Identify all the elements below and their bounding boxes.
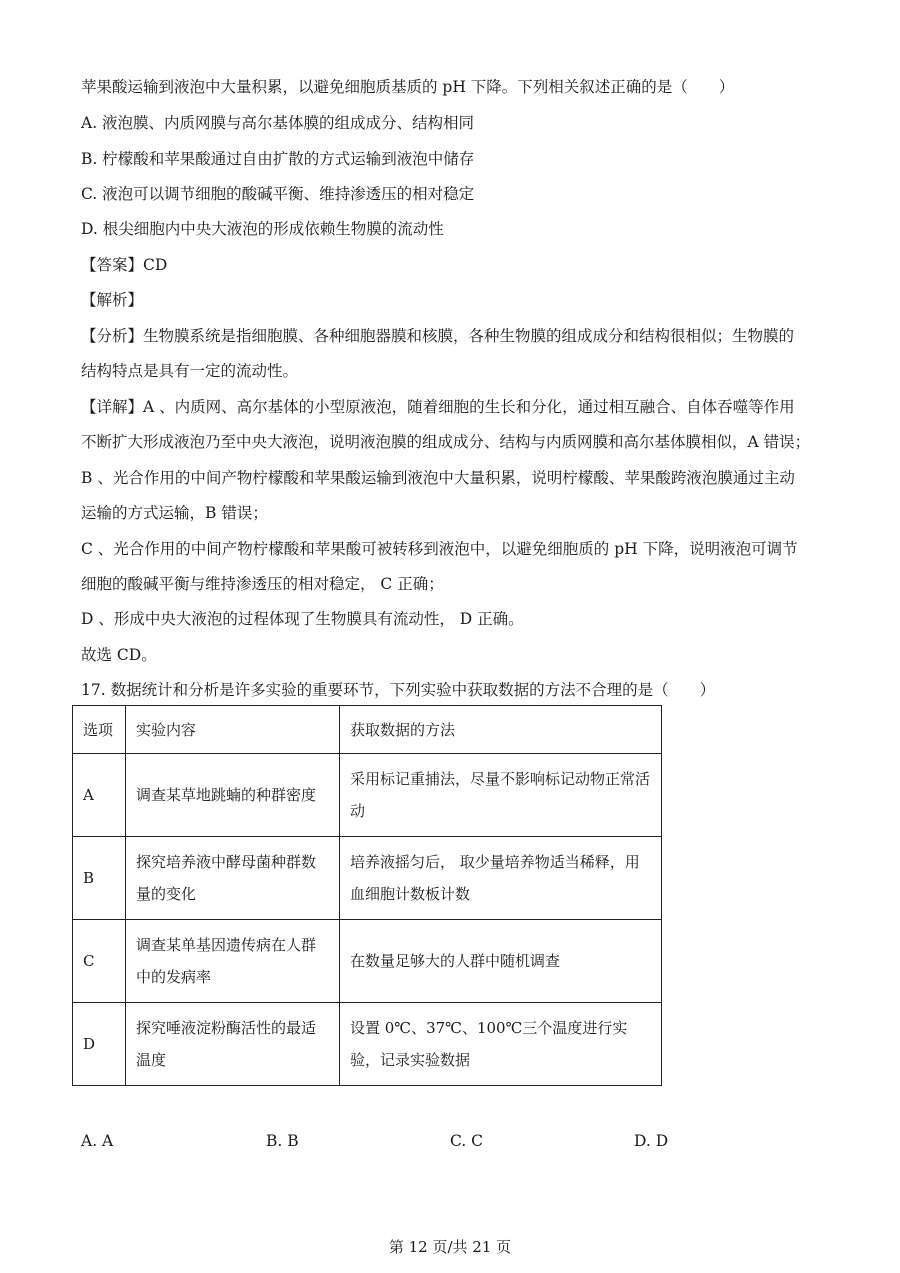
question-16-option-d: D. 根尖细胞内中央大液泡的形成依赖生物膜的流动性 [81,220,444,238]
analysis-heading: 【解析】 [81,291,144,309]
table-header-cell: 实验内容 [126,706,340,754]
analysis-detail-line-4: 运输的方式运输，B 错误； [81,504,268,522]
analysis-conclusion: 故选 CD。 [81,646,157,664]
answer-line: 【答案】CD [81,256,168,274]
question-17-stem: 17. 数据统计和分析是许多实验的重要环节，下列实验中获取数据的方法不合理的是（ ） [81,681,716,699]
page-footer: 第 12 页/共 21 页 [388,1238,512,1256]
table-header-cell: 选项 [73,706,126,754]
question-17-choice-d: D. D [634,1132,669,1150]
analysis-detail-line-2: 不断扩大形成液泡乃至中央大液泡，说明液泡膜的组成成分、结构与内质网膜和高尔基体膜相似，A 错误； [81,433,811,451]
table-cell-content: 调查某单基因遗传病在人群中的发病率 [126,920,340,1003]
question-16-option-b: B. 柠檬酸和苹果酸通过自由扩散的方式运输到液泡中储存 [81,150,475,168]
table-cell-method: 培养液摇匀后， 取少量培养物适当稀释，用血细胞计数板计数 [340,837,662,920]
table-header-row [73,706,662,754]
table-cell-option: A [73,754,126,837]
question-17-choice-a: A. A [81,1132,114,1150]
table-row [73,837,662,920]
table-cell-option: C [73,920,126,1003]
table-cell-option: D [73,1003,126,1086]
analysis-detail-line-1: 【详解】A 、内质网、高尔基体的小型原液泡，随着细胞的生长和分化，通过相互融合、自体吞噬等作用 [81,398,795,416]
table-cell-method: 在数量足够大的人群中随机调查 [340,920,662,1003]
table-cell-option: B [73,837,126,920]
table-cell-content: 探究培养液中酵母菌种群数量的变化 [126,837,340,920]
table-row [73,754,662,837]
analysis-detail-line-5: C 、光合作用的中间产物柠檬酸和苹果酸可被转移到液泡中，以避免细胞质的 pH 下降，说明液泡可调节 [81,540,798,558]
table-cell-method: 设置 0℃、37℃、100℃三个温度进行实验，记录实验数据 [340,1003,662,1086]
table-cell-content: 探究唾液淀粉酶活性的最适温度 [126,1003,340,1086]
table-row [73,1003,662,1086]
question-16-option-a: A. 液泡膜、内质网膜与高尔基体膜的组成成分、结构相同 [81,114,475,132]
analysis-fenxi-line-1: 【分析】生物膜系统是指细胞膜、各种细胞器膜和核膜，各种生物膜的组成成分和结构很相似；生物膜的 [81,327,795,345]
question-16-option-c: C. 液泡可以调节细胞的酸碱平衡、维持渗透压的相对稳定 [81,185,475,203]
table-header-cell: 获取数据的方法 [340,706,662,754]
question-17-choice-b: B. B [266,1132,299,1150]
analysis-fenxi-line-2: 结构特点是具有一定的流动性。 [81,362,299,380]
table-row [73,920,662,1003]
table-cell-content: 调查某草地跳蝻的种群密度 [126,754,340,837]
analysis-detail-line-7: D 、形成中央大液泡的过程体现了生物膜具有流动性， D 正确。 [81,610,524,628]
analysis-detail-line-3: B 、光合作用的中间产物柠檬酸和苹果酸运输到液泡中大量积累，说明柠檬酸、苹果酸跨液泡膜通过主动 [81,469,795,487]
table-cell-method: 采用标记重捕法，尽量不影响标记动物正常活动 [340,754,662,837]
question-17-choice-c: C. C [450,1132,484,1150]
question-16-stem-tail: 苹果酸运输到液泡中大量积累，以避免细胞质基质的 pH 下降。下列相关叙述正确的是（ ） [81,78,735,96]
question-17-table [72,705,662,1086]
analysis-detail-line-6: 细胞的酸碱平衡与维持渗透压的相对稳定， C 正确； [81,575,444,593]
